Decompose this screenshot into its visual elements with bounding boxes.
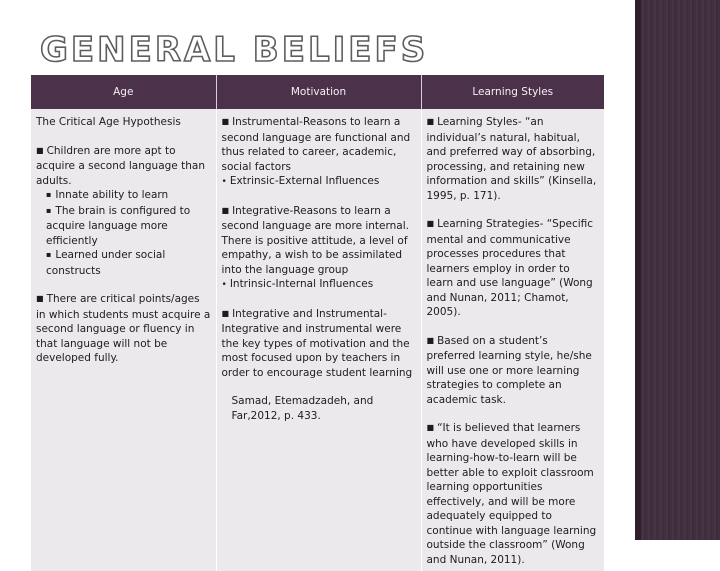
square-bullet-icon <box>222 116 233 128</box>
motivation-p2-sub: Intrinsic-Internal Influences <box>229 278 374 290</box>
age-sub-2: The brain is configured to acquire language more efficiently <box>46 204 191 247</box>
header-motivation: Motivation <box>216 75 421 109</box>
learning-paragraph-2 <box>427 217 600 320</box>
age-sub-1: Innate ability to learn <box>55 189 169 201</box>
learning-paragraph-4 <box>427 421 600 567</box>
learning-p2-text: Learning Strategies- “Specific mental and communicative processes procedures that learners employ in order to learn and use language” (Wong and Nunan, 2011; Chamot, 2005). <box>426 218 594 318</box>
motivation-p2-text: Integrative-Reasons to learn a second language are more internal. There is positive attitude, a level of empathy, a wish to be assimilated into the language group <box>221 204 409 276</box>
motivation-citation: Samad, Etemadzadeh, and Far,2012, p. 433. <box>231 395 374 422</box>
motivation-p1-sub: Extrinsic-External Influences <box>229 175 380 187</box>
motivation-sub-item <box>222 174 416 190</box>
motivation-paragraph-1 <box>222 115 416 174</box>
age-cell <box>31 109 216 571</box>
learning-p4-text: “It is believed that learners who have developed skills in learning-how-to-learn will be better able to exploit classroom learning opportunities effectively, and will be more adequately equipped to continue with language learning outside the classroom” (Wong and Nunan, 2011). <box>426 422 597 566</box>
square-marker-icon: ▪ <box>46 190 52 199</box>
table-header-row <box>31 75 604 109</box>
motivation-cell <box>216 109 421 571</box>
dot-bullet-icon: • <box>221 177 227 187</box>
square-marker-icon: ▪ <box>46 205 52 215</box>
motivation-p1-text: Instrumental-Reasons to learn a second language are functional and thus related to career, academic, social factors <box>221 116 411 173</box>
age-sub-item <box>46 204 211 249</box>
header-learning-styles: Learning Styles <box>421 75 604 109</box>
age-paragraph-1 <box>36 144 211 189</box>
header-age: Age <box>31 75 216 109</box>
dot-bullet-icon: • <box>221 280 227 290</box>
square-bullet-icon <box>36 293 47 305</box>
slide-title: GENERAL BELIEFS <box>40 30 429 70</box>
age-sub-item <box>46 188 211 204</box>
beliefs-table <box>31 75 604 571</box>
square-bullet-icon <box>222 205 233 217</box>
age-p2-text: There are critical points/ages in which students must acquire a second language or fluency in that language will not be developed fully. <box>36 293 211 364</box>
square-bullet-icon <box>36 145 47 157</box>
motivation-sub-item <box>222 277 416 293</box>
learning-p3-text: Based on a student’s preferred learning style, he/she will use one or more learning strategies to complete an academic task. <box>426 334 592 406</box>
square-bullet-icon <box>222 308 233 320</box>
square-bullet-icon <box>427 335 438 347</box>
square-bullet-icon <box>427 116 438 128</box>
square-marker-icon: ▪ <box>46 250 52 259</box>
age-heading: The Critical Age Hypothesis <box>36 116 181 128</box>
age-p1-text: Children are more apt to acquire a second language than adults. <box>36 144 205 187</box>
square-bullet-icon <box>427 422 438 434</box>
motivation-paragraph-3 <box>222 307 416 381</box>
learning-p1-text: Learning Styles- “an individual’s natural, habitual, and preferred way of absorbing, processing, and retaining new information and skills” (Kinsella, 1995, p. 171). <box>426 116 597 202</box>
motivation-paragraph-2 <box>222 204 416 278</box>
age-paragraph-2 <box>36 292 211 366</box>
decorative-side-band <box>641 0 720 540</box>
learning-paragraph-3 <box>427 334 600 408</box>
age-sub-item <box>46 248 211 278</box>
age-sub-3: Learned under social constructs <box>46 249 166 277</box>
learning-styles-cell <box>421 109 604 571</box>
square-bullet-icon <box>427 218 438 230</box>
motivation-p3-text: Integrative and Instrumental-Integrative and instrumental were the key types of motivation and the most focused upon by teachers in order to encourage student learning <box>221 307 413 379</box>
learning-paragraph-1 <box>427 115 600 203</box>
table-row <box>31 109 604 571</box>
